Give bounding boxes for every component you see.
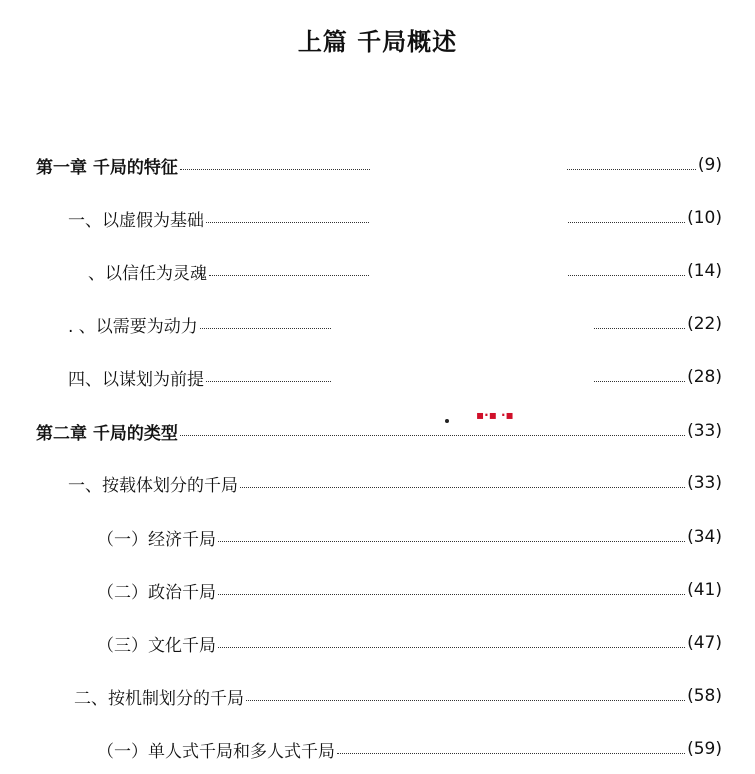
toc-entry-page: (41) (687, 580, 722, 600)
toc-entry-page: (34) (687, 527, 722, 547)
toc-entry-label: 第一章 千局的特征 (36, 157, 178, 178)
toc-entry-label: 二、按机制划分的千局 (74, 688, 244, 709)
toc-entry-label: （一）单人式千局和多人式千局 (97, 741, 335, 762)
toc-entry-label: （三）文化千局 (97, 635, 216, 656)
dot-leader (218, 594, 685, 595)
toc-entry[interactable] (97, 524, 722, 550)
dot-leader (240, 487, 685, 488)
leader-gap (370, 267, 567, 277)
dot-leader (246, 700, 685, 701)
toc-entry-page: (47) (687, 633, 722, 653)
toc-entry-page: (59) (687, 739, 722, 759)
toc-entry-label: 一、按载体划分的千局 (68, 475, 238, 496)
toc-entry-page: (14) (687, 261, 722, 281)
toc-entry-label: 四、以谋划为前提 (68, 369, 204, 390)
dot-leader (218, 541, 685, 542)
toc-entry-label: 第二章 千局的类型 (36, 423, 178, 444)
toc-entry[interactable] (68, 470, 722, 496)
toc-entry-page: (22) (687, 314, 722, 334)
leader-gap (370, 161, 567, 171)
toc-entry-label: . 、以需要为动力 (68, 316, 198, 337)
toc-entry[interactable] (97, 630, 722, 656)
toc-entry-label: （一）经济千局 (97, 529, 216, 550)
scan-artifact: ▪·▪ ·▪ (476, 408, 514, 422)
toc-entry-page: (9) (697, 155, 722, 175)
toc-entry[interactable] (36, 418, 722, 444)
toc-entry-label: （二）政治千局 (97, 582, 216, 603)
dot-leader (180, 435, 685, 436)
toc-entry-page: (58) (687, 686, 722, 706)
dot-leader (218, 647, 685, 648)
toc-entry-label: 、以信任为灵魂 (88, 263, 207, 284)
page-title: 上篇 千局概述 (297, 28, 458, 56)
toc-entry-page: (10) (687, 208, 722, 228)
dot-leader (337, 753, 685, 754)
scan-artifact (445, 419, 449, 423)
toc-entry-label: 一、以虚假为基础 (68, 210, 204, 231)
toc-entry[interactable] (74, 683, 722, 709)
toc-entry-page: (28) (687, 367, 722, 387)
leader-gap (332, 373, 594, 383)
toc-entry[interactable] (97, 577, 722, 603)
toc-entry-page: (33) (687, 473, 722, 493)
leader-gap (332, 320, 594, 330)
toc-entry-page: (33) (687, 421, 722, 441)
toc-entry[interactable] (97, 736, 722, 762)
leader-gap (370, 214, 567, 224)
